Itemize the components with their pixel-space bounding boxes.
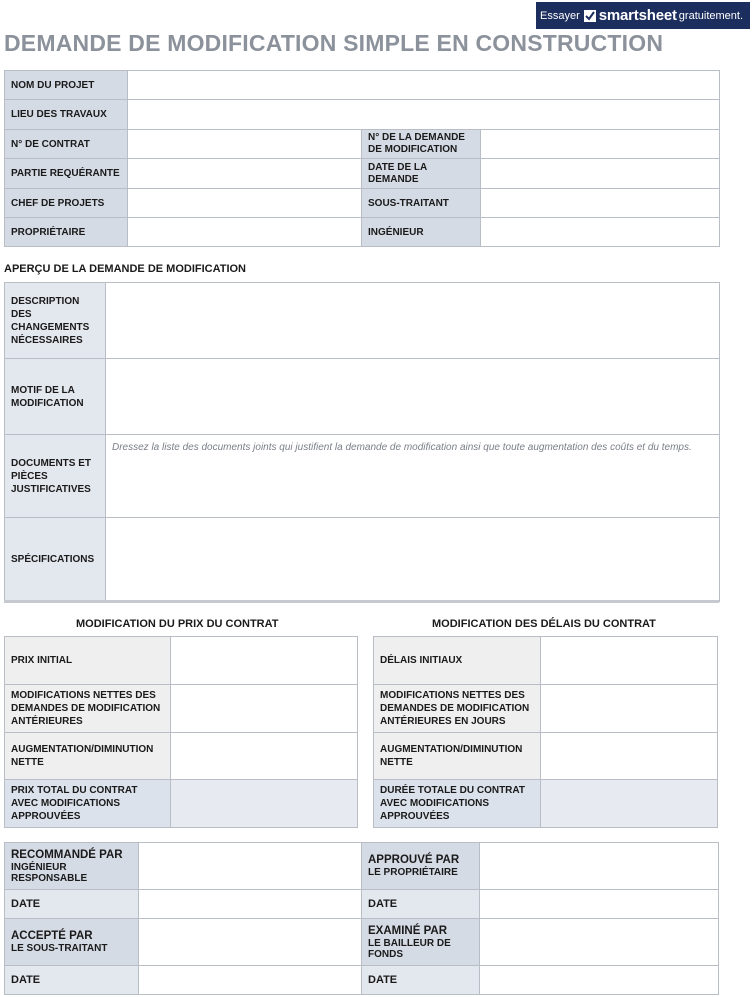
accepte-heading: ACCEPTÉ PAR	[11, 930, 93, 942]
field-motif[interactable]	[106, 359, 720, 435]
approuve-sub: LE PROPRIÉTAIRE	[368, 867, 458, 878]
recommande-heading: RECOMMANDÉ PAR	[11, 848, 123, 861]
label-chef-projets: CHEF DE PROJETS	[5, 189, 128, 218]
overview-title: APERÇU DE LA DEMANDE DE MODIFICATION	[4, 263, 246, 275]
smartsheet-banner[interactable]	[536, 2, 750, 29]
field-prix-total[interactable]	[171, 780, 358, 828]
price-table	[4, 636, 358, 828]
label-sous-traitant: SOUS-TRAITANT	[362, 189, 481, 218]
field-prix-initial[interactable]	[171, 637, 358, 685]
label-documents: DOCUMENTS ET PIÈCES JUSTIFICATIVES	[5, 435, 106, 518]
recommande-sub: INGÉNIEUR RESPONSABLE	[11, 861, 88, 884]
checkmark-icon	[584, 10, 596, 22]
label-date-approuve: DATE	[362, 890, 480, 919]
field-no-demande[interactable]	[481, 130, 720, 159]
field-date-accepte[interactable]	[139, 966, 362, 995]
banner-prefix: Essayer	[540, 9, 580, 22]
signatures-table	[4, 842, 719, 995]
field-nom-projet[interactable]	[128, 71, 720, 100]
field-description[interactable]	[106, 283, 720, 359]
label-partie-requerante: PARTIE REQUÉRANTE	[5, 159, 128, 189]
accepte-sub: LE SOUS-TRAITANT	[11, 943, 108, 954]
label-motif: MOTIF DE LA MODIFICATION	[5, 359, 106, 435]
label-no-demande: N° DE LA DEMANDE DE MODIFICATION	[362, 130, 481, 159]
label-specifications: SPÉCIFICATIONS	[5, 518, 106, 602]
label-delais-nettes: MODIFICATIONS NETTES DES DEMANDES DE MODIFICATION ANTÉRIEURES EN JOURS	[374, 685, 541, 733]
field-date-approuve[interactable]	[480, 890, 719, 919]
field-prix-augmentation[interactable]	[171, 733, 358, 780]
label-proprietaire: PROPRIÉTAIRE	[5, 218, 128, 247]
delay-table	[373, 636, 718, 828]
field-prix-nettes[interactable]	[171, 685, 358, 733]
field-date-examine[interactable]	[480, 966, 719, 995]
label-examine	[362, 919, 480, 966]
field-sous-traitant[interactable]	[481, 189, 720, 218]
section-divider	[4, 600, 719, 603]
label-accepte	[5, 919, 139, 966]
label-date-recommande: DATE	[5, 890, 139, 919]
field-recommande[interactable]	[139, 843, 362, 890]
label-delais-initiaux: DÉLAIS INITIAUX	[374, 637, 541, 685]
field-accepte[interactable]	[139, 919, 362, 966]
field-chef-projets[interactable]	[128, 189, 362, 218]
field-approuve[interactable]	[480, 843, 719, 890]
label-prix-initial: PRIX INITIAL	[5, 637, 171, 685]
label-prix-total: PRIX TOTAL DU CONTRAT AVEC MODIFICATIONS APPROUVÉES	[5, 780, 171, 828]
field-date-recommande[interactable]	[139, 890, 362, 919]
label-lieu-travaux: LIEU DES TRAVAUX	[5, 100, 128, 130]
label-description: DESCRIPTION DES CHANGEMENTS NÉCESSAIRES	[5, 283, 106, 359]
field-documents[interactable]: Dressez la liste des documents joints qui justifient la demande de modification ainsi que toute augmentation des coûts et du temps.	[106, 435, 720, 518]
field-ingenieur[interactable]	[481, 218, 720, 247]
page-title: DEMANDE DE MODIFICATION SIMPLE EN CONSTRUCTION	[4, 30, 664, 56]
field-no-contrat[interactable]	[128, 130, 362, 159]
field-date-demande[interactable]	[481, 159, 720, 189]
label-date-accepte: DATE	[5, 966, 139, 995]
label-recommande	[5, 843, 139, 890]
field-delais-nettes[interactable]	[541, 685, 718, 733]
field-delais-augmentation[interactable]	[541, 733, 718, 780]
price-title: MODIFICATION DU PRIX DU CONTRAT	[76, 618, 279, 630]
label-delais-total: DURÉE TOTALE DU CONTRAT AVEC MODIFICATIONS APPROUVÉES	[374, 780, 541, 828]
label-prix-nettes: MODIFICATIONS NETTES DES DEMANDES DE MODIFICATION ANTÉRIEURES	[5, 685, 171, 733]
examine-heading: EXAMINÉ PAR	[368, 924, 448, 937]
banner-brand: smartsheet	[598, 7, 677, 24]
label-prix-augmentation: AUGMENTATION/DIMINUTION NETTE	[5, 733, 171, 780]
overview-table	[4, 282, 720, 602]
field-partie-requerante[interactable]	[128, 159, 362, 189]
delay-title: MODIFICATION DES DÉLAIS DU CONTRAT	[432, 618, 656, 630]
field-lieu-travaux[interactable]	[128, 100, 720, 130]
examine-sub: LE BAILLEUR DE FONDS	[368, 937, 451, 960]
field-delais-initiaux[interactable]	[541, 637, 718, 685]
field-examine[interactable]	[480, 919, 719, 966]
banner-suffix: gratuitement.	[678, 9, 743, 22]
field-delais-total[interactable]	[541, 780, 718, 828]
label-no-contrat: N° DE CONTRAT	[5, 130, 128, 159]
label-nom-projet: NOM DU PROJET	[5, 71, 128, 100]
label-date-examine: DATE	[362, 966, 480, 995]
label-approuve	[362, 843, 480, 890]
field-specifications[interactable]	[106, 518, 720, 602]
approuve-heading: APPROUVÉ PAR	[368, 854, 460, 866]
label-delais-augmentation: AUGMENTATION/DIMINUTION NETTE	[374, 733, 541, 780]
project-info-table	[4, 70, 720, 247]
label-date-demande: DATE DE LA DEMANDE	[362, 159, 481, 189]
label-ingenieur: INGÉNIEUR	[362, 218, 481, 247]
field-proprietaire[interactable]	[128, 218, 362, 247]
